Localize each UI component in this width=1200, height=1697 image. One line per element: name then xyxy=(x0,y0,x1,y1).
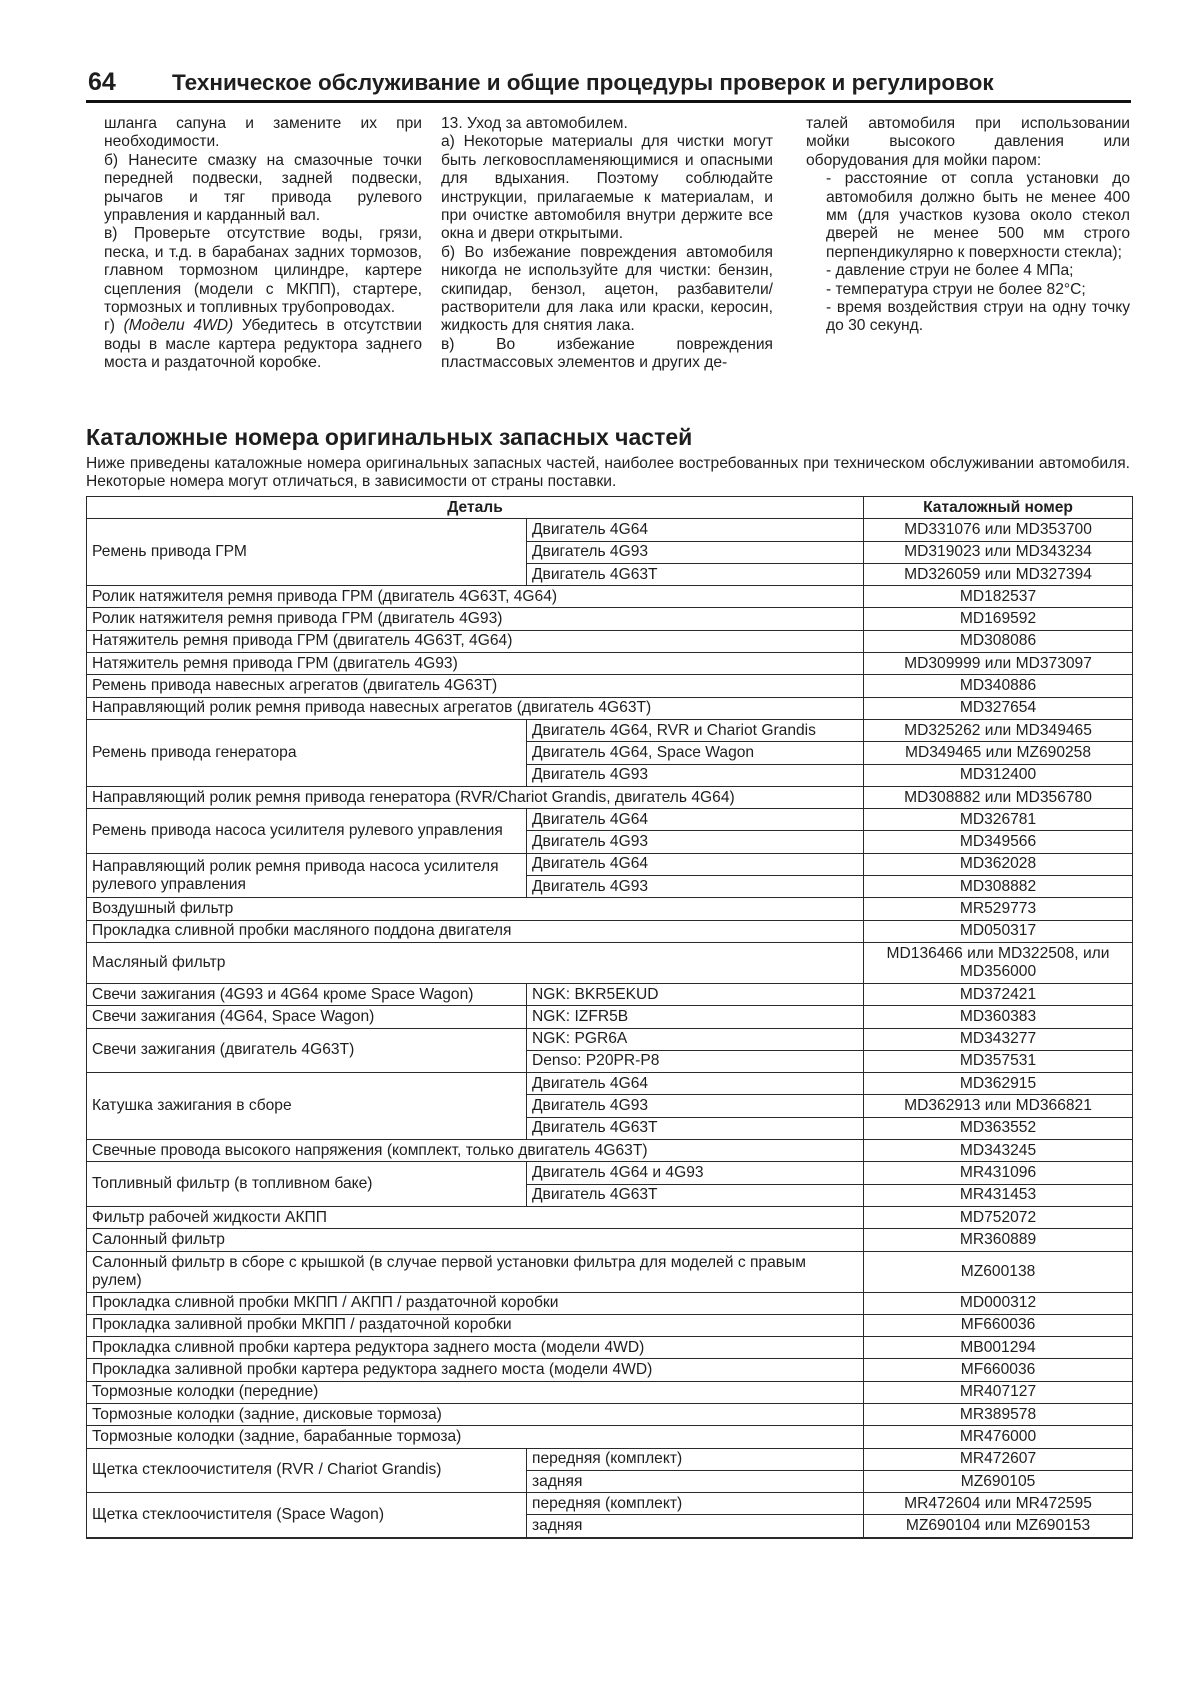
variant: Denso: P20PR-P8 xyxy=(527,1050,864,1072)
part-number: MD000312 xyxy=(864,1292,1133,1314)
part-name: Ремень привода насоса усилителя рулевого управления xyxy=(87,809,527,854)
part-number: MD372421 xyxy=(864,983,1133,1005)
part-number: MD309999 или MD373097 xyxy=(864,653,1133,675)
part-name: Свечи зажигания (двигатель 4G63T) xyxy=(87,1028,527,1073)
list-item: - время воздействия струи на одну точку до 30 секунд. xyxy=(826,299,1130,335)
part-name: Фильтр рабочей жидкости АКПП xyxy=(87,1206,864,1228)
variant: Двигатель 4G93 xyxy=(527,876,864,898)
table-row xyxy=(87,519,1133,541)
part-number: MD325262 или MD349465 xyxy=(864,719,1133,741)
section-intro: Ниже приведены каталожные номера оригинальных запасных частей, наиболее востребованных при техническом обслуживании автомобиля. Некоторые номера могут отличаться, в зависимости от страны поставки. xyxy=(86,455,1130,490)
table-row xyxy=(87,1028,1133,1050)
variant: Двигатель 4G64, Space Wagon xyxy=(527,742,864,764)
variant: NGK: BKR5EKUD xyxy=(527,983,864,1005)
part-name: Направляющий ролик ремня привода генератора (RVR/Chariot Grandis, двигатель 4G64) xyxy=(87,786,864,808)
table-row xyxy=(87,586,1133,608)
table-row xyxy=(87,1140,1133,1162)
part-number: MR389578 xyxy=(864,1403,1133,1425)
table-row xyxy=(87,1493,1133,1515)
variant: передняя (комплект) xyxy=(527,1448,864,1470)
part-name: Топливный фильтр (в топливном баке) xyxy=(87,1162,527,1207)
header-number: Каталожный номер xyxy=(864,497,1133,519)
variant: Двигатель 4G93 xyxy=(527,1095,864,1117)
running-header xyxy=(86,66,1131,103)
variant: Двигатель 4G64 xyxy=(527,853,864,875)
part-number: MZ600138 xyxy=(864,1251,1133,1292)
part-name: Направляющий ролик ремня привода навесных агрегатов (двигатель 4G63T) xyxy=(87,697,864,719)
part-name: Ремень привода ГРМ xyxy=(87,519,527,586)
part-number: MD312400 xyxy=(864,764,1133,786)
table-row xyxy=(87,920,1133,942)
part-number: MD362028 xyxy=(864,853,1133,875)
part-number: MR360889 xyxy=(864,1229,1133,1251)
part-name: Салонный фильтр в сборе с крышкой (в случае первой установки фильтра для моделей с правым рулем) xyxy=(87,1251,864,1292)
table-row xyxy=(87,1292,1133,1314)
variant: передняя (комплект) xyxy=(527,1493,864,1515)
table-row xyxy=(87,1162,1133,1184)
part-number: MD752072 xyxy=(864,1206,1133,1228)
part-number: MD362913 или MD366821 xyxy=(864,1095,1133,1117)
table-row xyxy=(87,1206,1133,1228)
italic-note: (Модели 4WD) xyxy=(123,317,234,335)
part-number: MD343277 xyxy=(864,1028,1133,1050)
variant: Двигатель 4G64 xyxy=(527,1073,864,1095)
part-number: MD326781 xyxy=(864,809,1133,831)
part-name: Масляный фильтр xyxy=(87,942,864,983)
paragraph: а) Некоторые материалы для чистки могут быть легковоспламеняющимися и опасными для вдыхания. Поэтому соблюдайте инструкции, прилагаемые к материалам, и при очистке автомобиля внутри держите все окна и двери открытыми. xyxy=(441,133,773,243)
list-item: - расстояние от сопла установки до автомобиля должно быть не менее 400 мм (для участков кузова около стекол дверей не менее 500 мм строго перпендикулярно к поверхности стекла); xyxy=(826,170,1130,261)
section-title: Каталожные номера оригинальных запасных частей xyxy=(86,424,693,450)
table-row xyxy=(87,1426,1133,1448)
part-name: Натяжитель ремня привода ГРМ (двигатель 4G93) xyxy=(87,653,864,675)
part-name: Воздушный фильтр xyxy=(87,898,864,920)
part-name: Свечные провода высокого напряжения (комплект, только двигатель 4G63T) xyxy=(87,1140,864,1162)
part-name: Ремень привода генератора xyxy=(87,719,527,786)
table-row xyxy=(87,1073,1133,1095)
part-number: MD340886 xyxy=(864,675,1133,697)
variant: задняя xyxy=(527,1515,864,1538)
part-name: Прокладка заливной пробки МКПП / раздаточной коробки xyxy=(87,1314,864,1336)
header-part: Деталь xyxy=(87,497,864,519)
text-column-1 xyxy=(104,115,422,373)
part-number: MD308086 xyxy=(864,630,1133,652)
part-number: MD308882 или MD356780 xyxy=(864,786,1133,808)
variant: Двигатель 4G93 xyxy=(527,831,864,853)
part-number: MD326059 или MD327394 xyxy=(864,563,1133,585)
table-row xyxy=(87,719,1133,741)
variant: Двигатель 4G63T xyxy=(527,1117,864,1139)
table-row xyxy=(87,630,1133,652)
part-number: MR431453 xyxy=(864,1184,1133,1206)
part-number: MR472604 или MR472595 xyxy=(864,1493,1133,1515)
variant: задняя xyxy=(527,1470,864,1492)
paragraph: талей автомобиля при использовании мойки высокого давления или оборудования для мойки паром: xyxy=(806,115,1130,169)
part-name: Щетка стеклоочистителя (Space Wagon) xyxy=(87,1493,527,1538)
table-row xyxy=(87,853,1133,875)
paragraph: б) Нанесите смазку на смазочные точки передней подвески, задней подвески, рычагов и тяг привода рулевого управления и карданный вал. xyxy=(104,151,422,225)
part-name: Тормозные колодки (задние, барабанные тормоза) xyxy=(87,1426,864,1448)
paragraph: шланга сапуна и замените их при необходимости. xyxy=(104,115,422,151)
part-name: Прокладка сливной пробки картера редуктора заднего моста (модели 4WD) xyxy=(87,1337,864,1359)
part-number: MD331076 или MD353700 xyxy=(864,519,1133,541)
part-number: MD360383 xyxy=(864,1006,1133,1028)
paragraph xyxy=(104,317,422,372)
table-row xyxy=(87,608,1133,630)
variant: Двигатель 4G64, RVR и Chariot Grandis xyxy=(527,719,864,741)
variant: Двигатель 4G64 xyxy=(527,519,864,541)
table-row xyxy=(87,1229,1133,1251)
part-number: MD136466 или MD322508, или MD356000 xyxy=(864,942,1133,983)
part-number: MD169592 xyxy=(864,608,1133,630)
variant: Двигатель 4G64 xyxy=(527,809,864,831)
table-row xyxy=(87,1251,1133,1292)
table-row xyxy=(87,1337,1133,1359)
part-number: MF660036 xyxy=(864,1359,1133,1381)
part-name: Натяжитель ремня привода ГРМ (двигатель 4G63T, 4G64) xyxy=(87,630,864,652)
table-row xyxy=(87,697,1133,719)
part-number: MR472607 xyxy=(864,1448,1133,1470)
part-name: Щетка стеклоочистителя (RVR / Chariot Grandis) xyxy=(87,1448,527,1493)
parts-table xyxy=(86,496,1133,1539)
paragraph-prefix: г) xyxy=(104,317,124,335)
part-name: Прокладка заливной пробки картера редуктора заднего моста (модели 4WD) xyxy=(87,1359,864,1381)
text-column-3 xyxy=(806,115,1130,336)
part-number: MD308882 xyxy=(864,876,1133,898)
part-name: Свечи зажигания (4G93 и 4G64 кроме Space Wagon) xyxy=(87,983,527,1005)
part-number: MD357531 xyxy=(864,1050,1133,1072)
running-title: Техническое обслуживание и общие процедуры проверок и регулировок xyxy=(172,70,994,95)
part-name: Катушка зажигания в сборе xyxy=(87,1073,527,1140)
paragraph: 13. Уход за автомобилем. xyxy=(441,115,628,132)
variant: Двигатель 4G63T xyxy=(527,1184,864,1206)
part-name: Салонный фильтр xyxy=(87,1229,864,1251)
page-number: 64 xyxy=(88,68,116,96)
table-row xyxy=(87,1448,1133,1470)
part-number: MD182537 xyxy=(864,586,1133,608)
part-number: MZ690105 xyxy=(864,1470,1133,1492)
part-number: MD363552 xyxy=(864,1117,1133,1139)
part-number: MR476000 xyxy=(864,1426,1133,1448)
part-number: MR431096 xyxy=(864,1162,1133,1184)
paragraph: в) Проверьте отсутствие воды, грязи, песка, и т.д. в барабанах задних тормозов, главном тормозном цилиндре, картере сцепления (модели с МКПП), стартере, тормозных и топливных трубопроводах. xyxy=(104,225,422,317)
table-row xyxy=(87,1381,1133,1403)
table-header-row xyxy=(87,497,1133,519)
table-row xyxy=(87,653,1133,675)
list-item: - температура струи не более 82°С; xyxy=(826,280,1086,298)
text-column-2 xyxy=(441,115,773,373)
table-row xyxy=(87,898,1133,920)
table-row xyxy=(87,675,1133,697)
table-row xyxy=(87,1314,1133,1336)
table-row xyxy=(87,942,1133,983)
part-name: Ролик натяжителя ремня привода ГРМ (двигатель 4G63T, 4G64) xyxy=(87,586,864,608)
paragraph-text: Убедитесь в отсутствии воды в масле картера редуктора заднего моста и раздаточной коробке. xyxy=(104,317,423,372)
part-number: MD327654 xyxy=(864,697,1133,719)
list-item: - давление струи не более 4 МПа; xyxy=(826,262,1074,280)
part-name: Ремень привода навесных агрегатов (двигатель 4G63T) xyxy=(87,675,864,697)
variant: Двигатель 4G93 xyxy=(527,764,864,786)
part-number: MB001294 xyxy=(864,1337,1133,1359)
part-number: MD349465 или MZ690258 xyxy=(864,742,1133,764)
table-row xyxy=(87,786,1133,808)
part-name: Тормозные колодки (задние, дисковые тормоза) xyxy=(87,1403,864,1425)
part-number: MD050317 xyxy=(864,920,1133,942)
variant: Двигатель 4G63T xyxy=(527,563,864,585)
table-row xyxy=(87,1359,1133,1381)
variant: NGK: IZFR5B xyxy=(527,1006,864,1028)
part-number: MD343245 xyxy=(864,1140,1133,1162)
part-number: MZ690104 или MZ690153 xyxy=(864,1515,1133,1538)
part-name: Свечи зажигания (4G64, Space Wagon) xyxy=(87,1006,527,1028)
part-name: Ролик натяжителя ремня привода ГРМ (двигатель 4G93) xyxy=(87,608,864,630)
part-number: MD362915 xyxy=(864,1073,1133,1095)
part-name: Прокладка сливной пробки МКПП / АКПП / раздаточной коробки xyxy=(87,1292,864,1314)
paragraph: б) Во избежание повреждения автомобиля никогда не используйте для чистки: бензин, скипидар, бензол, ацетон, разбавители/растворители для лака или краски, керосин, жидкость для снятия лака. xyxy=(441,243,773,335)
table-row xyxy=(87,1006,1133,1028)
variant: Двигатель 4G64 и 4G93 xyxy=(527,1162,864,1184)
paragraph: в) Во избежание повреждения пластмассовых элементов и других де- xyxy=(441,335,773,372)
part-number: MR529773 xyxy=(864,898,1133,920)
part-name: Направляющий ролик ремня привода насоса усилителя рулевого управления xyxy=(87,853,527,898)
table-row xyxy=(87,1403,1133,1425)
table-row xyxy=(87,983,1133,1005)
variant: Двигатель 4G93 xyxy=(527,541,864,563)
variant: NGK: PGR6A xyxy=(527,1028,864,1050)
part-name: Тормозные колодки (передние) xyxy=(87,1381,864,1403)
part-number: MR407127 xyxy=(864,1381,1133,1403)
part-name: Прокладка сливной пробки масляного поддона двигателя xyxy=(87,920,864,942)
part-number: MF660036 xyxy=(864,1314,1133,1336)
table-row xyxy=(87,809,1133,831)
part-number: MD349566 xyxy=(864,831,1133,853)
part-number: MD319023 или MD343234 xyxy=(864,541,1133,563)
